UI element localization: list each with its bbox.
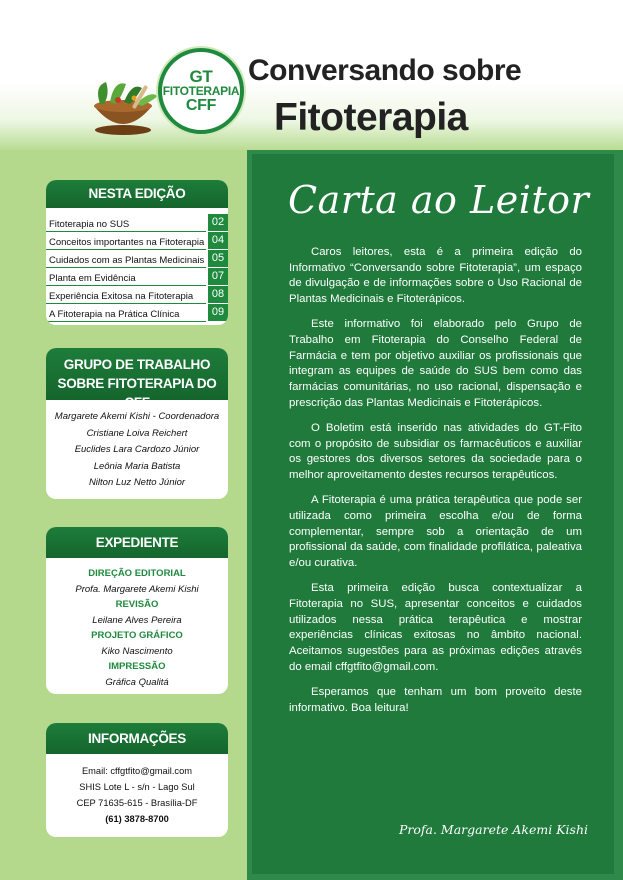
toc-item-label: Conceitos importantes na Fitoterapia: [49, 237, 205, 248]
credit-name: Profa. Margarete Akemi Kishi: [75, 583, 199, 595]
member-name: Margarete Akemi Kishi - Coordenadora: [54, 411, 220, 422]
contact-phone: (61) 3878-8700: [105, 814, 169, 824]
masthead: [0, 0, 623, 150]
toc-item-page: 04: [208, 232, 228, 249]
working-group-box: [46, 348, 228, 499]
working-group-heading-line-2: SOBRE FITOTERAPIA DO CFF: [57, 376, 217, 410]
contact-details: [46, 754, 228, 827]
credit-role: REVISÃO: [115, 599, 159, 610]
toc-item-page: 05: [208, 250, 228, 267]
letter-paragraph: O Boletim está inserido nas atividades do GT-Fito com o propósito de subsidiar os farmacêuticos e auxiliar os gestores dos diversos setores da sociedade para o melhor aproveitamento destes recursos terapêuticos.: [289, 422, 582, 482]
toc-item-label: Planta em Evidência: [49, 273, 136, 284]
toc-box: [46, 180, 228, 325]
expediente-credits: [46, 558, 228, 690]
credit-name: Leilane Alves Pereira: [92, 614, 182, 626]
info-heading: INFORMAÇÕES: [46, 723, 228, 754]
toc-item-label: Cuidados com as Plantas Medicinais: [49, 255, 205, 266]
letter-signature: Profa. Margarete Akemi Kishi: [398, 822, 588, 837]
gt-fitoterapia-badge: [158, 48, 244, 134]
toc-item[interactable]: [46, 268, 225, 286]
toc-item-label: Fitoterapia no SUS: [49, 219, 130, 230]
toc-item-page: 09: [208, 304, 228, 321]
letter-paragraph: A Fitoterapia é uma prática terapêutica que pode ser utilizada como primeira escolha e/ou de forma complementar, sempre sob a orientação de um profissional da saúde, com finalidade profilática, paleativa e/ou curativa.: [289, 494, 582, 570]
badge-line-1: GT: [189, 67, 213, 87]
working-group-heading: [46, 348, 228, 410]
badge-line-3: CFF: [185, 96, 217, 114]
toc-heading: NESTA EDIÇÃO: [46, 180, 228, 208]
publication-title-line-2: Fitoterapia: [274, 96, 468, 139]
publication-title-line-1: Conversando sobre: [248, 54, 522, 87]
toc-item-page: 02: [208, 214, 228, 231]
member-name: Nilton Luz Netto Júnior: [88, 477, 186, 488]
member-name: Leônia Maria Batista: [93, 460, 181, 472]
toc-item-label: A Fitoterapia na Prática Clínica: [49, 309, 180, 320]
main-panel: [247, 150, 623, 880]
letter-paragraph: Caros leitores, esta é a primeira edição do Informativo “Conversando sobre Fitoterapia”, um espaço de divulgação e de informações sobre o Uso Racional de Plantas Medicinais e Fitoterápicos.: [289, 246, 582, 306]
credit-role: DIREÇÃO EDITORIAL: [88, 568, 186, 579]
letter-paragraph: Esperamos que tenham um bom proveito deste informativo. Boa leitura!: [289, 686, 582, 714]
herb-bowl-icon: [80, 80, 166, 136]
letter-body: [289, 245, 582, 726]
toc-list: [46, 208, 228, 322]
toc-item[interactable]: [46, 232, 225, 250]
sidebar: [0, 150, 247, 880]
toc-item[interactable]: [46, 304, 225, 322]
toc-item-page: 07: [208, 268, 228, 285]
toc-item[interactable]: [46, 214, 225, 232]
gt-logo: [68, 42, 238, 146]
letter-title: Carta ao Leitor: [288, 178, 590, 222]
contact-address: SHIS Lote L - s/n - Lago Sul: [79, 782, 195, 792]
working-group-members: [46, 400, 228, 492]
info-box: [46, 723, 228, 837]
credit-role: PROJETO GRÁFICO: [91, 630, 183, 641]
credit-name: Gráfica Qualitá: [105, 676, 169, 688]
letter-panel: [252, 154, 614, 874]
toc-item-page: 08: [208, 286, 228, 303]
member-name: Euclides Lara Cardozo Júnior: [74, 444, 200, 455]
toc-item[interactable]: [46, 250, 225, 268]
toc-item-label: Experiência Exitosa na Fitoterapia: [49, 291, 194, 302]
expediente-heading: EXPEDIENTE: [46, 527, 228, 558]
working-group-heading-line-1: GRUPO DE TRABALHO: [63, 357, 211, 372]
badge-line-2: FITOTERAPIA: [162, 84, 240, 99]
credit-role: IMPRESSÃO: [108, 661, 166, 672]
credit-name: Kiko Nascimento: [101, 645, 173, 657]
contact-cep: CEP 71635-615 - Brasília-DF: [76, 798, 198, 808]
expediente-box: [46, 527, 228, 694]
contact-email[interactable]: Email: cffgtfito@gmail.com: [81, 766, 192, 776]
letter-paragraph: Esta primeira edição busca contextualizar a Fitoterapia no SUS, apresentar conceitos e cuidados utilizados nessa prática terapêutica e mostrar experiências clínicas exitosas no âmbito nacional. Aceitamos sugestões para as próximas edições através do email cffgtfito@gmail.com.: [289, 582, 582, 673]
toc-item[interactable]: [46, 286, 225, 304]
letter-paragraph: Este informativo foi elaborado pelo Grupo de Trabalho em Fitoterapia do Conselho Federal de Farmácia e tem por objetivo auxiliar os profissionais que integram as equipes de saúde do SUS bem como das farmácias comunitárias, no uso racional, dispensação e prescrição das Plantas Medicinais e Fitoterápicos.: [289, 318, 582, 409]
member-name: Cristiane Loiva Reichert: [86, 427, 188, 439]
